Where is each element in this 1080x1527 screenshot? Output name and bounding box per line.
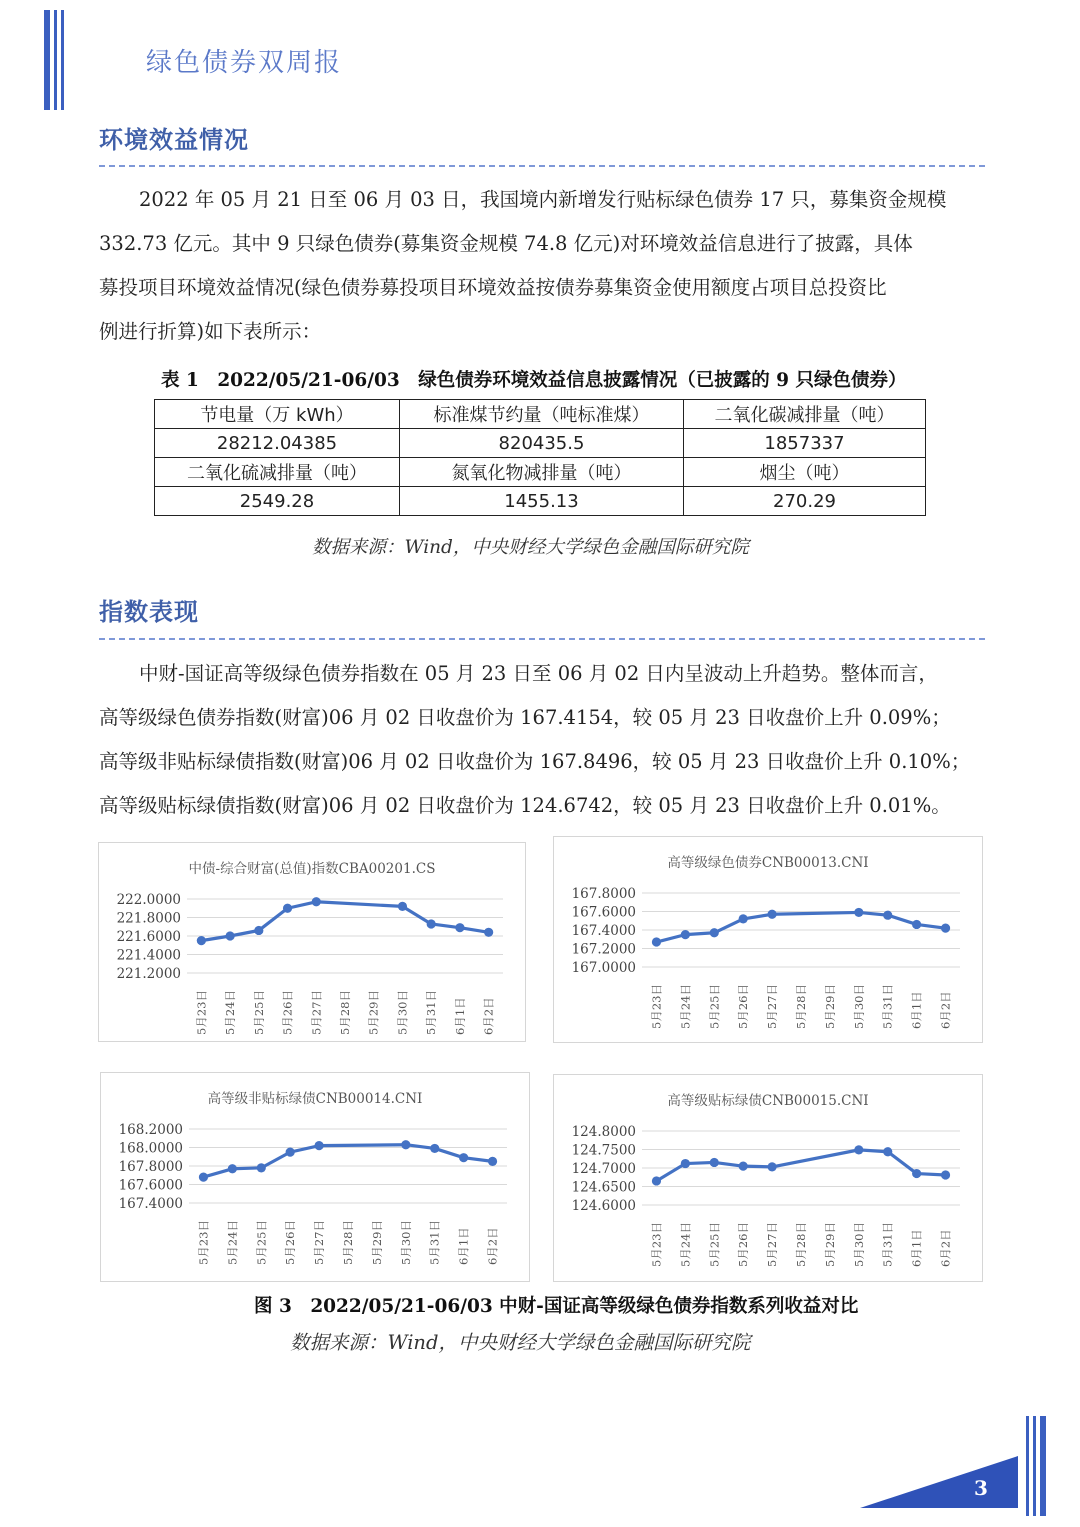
x-tick-label: 5月27日	[312, 1220, 327, 1265]
x-tick-label: 6月2日	[481, 997, 496, 1035]
x-tick-label: 5月30日	[851, 984, 866, 1029]
table-header-cell: 二氧化硫减排量（吨）	[155, 458, 400, 487]
table-row	[155, 487, 926, 516]
data-point	[484, 928, 493, 937]
data-point	[739, 914, 748, 923]
section-divider	[99, 165, 985, 167]
x-tick-label: 5月25日	[707, 1222, 722, 1267]
x-tick-label: 5月24日	[678, 1222, 693, 1267]
table-row	[155, 400, 926, 429]
x-tick-label: 5月23日	[196, 1220, 211, 1265]
x-tick-label: 5月27日	[765, 1222, 780, 1267]
x-tick-label: 5月31日	[880, 984, 895, 1029]
paragraph-line: 募投项目环境效益情况(绿色债券募投项目环境效益按债券募集资金使用额度占项目总投资比	[99, 276, 887, 299]
paragraph-line: 2022 年 05 月 21 日至 06 月 03 日，我国境内新增发行贴标绿色债券 17 只，募集资金规模	[139, 188, 947, 211]
table-row	[155, 429, 926, 458]
paragraph-line: 中财-国证高等级绿色债券指数在 05 月 23 日至 06 月 02 日内呈波动上升趋势。整体而言，	[139, 662, 938, 685]
paragraph-line: 高等级绿色债券指数(财富)06 月 02 日收盘价为 167.4154，较 05 月 23 日收盘价上升 0.09%；	[99, 706, 951, 729]
data-point	[941, 924, 950, 933]
section-title-index: 指数表现	[99, 597, 199, 626]
y-tick-label: 221.8000	[116, 910, 181, 927]
table-header-cell: 节电量（万 kWh）	[155, 400, 400, 429]
data-point	[430, 1144, 439, 1153]
paragraph-line: 例进行折算)如下表所示：	[99, 320, 322, 343]
data-point	[225, 931, 234, 940]
table-header-cell: 烟尘（吨）	[684, 458, 926, 487]
data-point	[883, 1147, 892, 1156]
table-cell: 270.29	[684, 487, 926, 516]
data-point	[286, 1148, 295, 1157]
page-number: 3	[974, 1476, 988, 1500]
y-tick-label: 124.7500	[571, 1142, 636, 1159]
environment-paragraph	[99, 178, 985, 354]
figure-caption: 图 3 2022/05/21-06/03 中财-国证高等级绿色债券指数系列收益对比	[254, 1296, 859, 1317]
y-tick-label: 167.4000	[571, 923, 636, 939]
chart-title: 高等级贴标绿债CNB00015.CNI	[667, 1093, 869, 1109]
x-tick-label: 5月24日	[225, 1220, 240, 1265]
y-tick-label: 168.2000	[118, 1122, 183, 1138]
data-point	[767, 1162, 776, 1171]
x-tick-label: 5月26日	[283, 1220, 298, 1265]
table-cell: 1455.13	[400, 487, 684, 516]
x-tick-label: 6月1日	[456, 1227, 471, 1265]
data-point	[681, 1159, 690, 1168]
x-tick-label: 5月29日	[822, 1222, 837, 1267]
chart-cnb00013	[553, 836, 983, 1043]
y-tick-label: 167.2000	[571, 941, 636, 958]
y-tick-label: 167.8000	[571, 886, 636, 902]
data-point	[652, 1176, 661, 1185]
x-tick-label: 5月31日	[880, 1222, 895, 1267]
paragraph-line: 高等级非贴标绿债指数(财富)06 月 02 日收盘价为 167.8496，较 05 月 23 日收盘价上升 0.10%；	[99, 750, 971, 773]
data-point	[455, 923, 464, 932]
table-source-note: 数据来源：Wind，中央财经大学绿色金融国际研究院	[312, 537, 749, 558]
x-tick-label: 5月23日	[649, 984, 664, 1029]
data-point	[398, 902, 407, 911]
data-point	[427, 919, 436, 928]
x-tick-label: 6月2日	[938, 991, 953, 1029]
table-cell: 1857337	[684, 429, 926, 458]
y-tick-label: 124.6000	[571, 1198, 636, 1214]
x-tick-label: 5月31日	[424, 990, 439, 1035]
table-header-cell: 标准煤节约量（吨标准煤）	[400, 400, 684, 429]
y-tick-label: 221.6000	[116, 929, 181, 945]
data-point	[459, 1153, 468, 1162]
y-tick-label: 167.0000	[571, 960, 636, 976]
data-point	[912, 1169, 921, 1178]
x-tick-label: 5月25日	[254, 1220, 269, 1265]
y-tick-label: 221.4000	[116, 947, 181, 964]
data-point	[488, 1157, 497, 1166]
data-point	[283, 904, 292, 913]
x-tick-label: 6月1日	[452, 997, 467, 1035]
chart-title: 高等级绿色债券CNB00013.CNI	[667, 855, 869, 871]
x-tick-label: 5月25日	[707, 984, 722, 1029]
x-tick-label: 5月26日	[280, 990, 295, 1035]
data-point	[652, 937, 661, 946]
x-tick-label: 5月28日	[794, 1222, 808, 1267]
x-tick-label: 5月24日	[678, 984, 693, 1029]
x-tick-label: 5月23日	[649, 1222, 664, 1267]
series-line	[203, 1145, 492, 1177]
line-chart	[554, 837, 982, 1042]
data-point	[710, 928, 719, 937]
data-point	[254, 926, 263, 935]
x-tick-label: 5月28日	[794, 984, 808, 1029]
x-tick-label: 5月30日	[395, 990, 410, 1035]
table-cell: 28212.04385	[155, 429, 400, 458]
table-caption: 表 1 2022/05/21-06/03 绿色债券环境效益信息披露情况（已披露的 9 只绿色债券）	[161, 370, 907, 391]
x-tick-label: 5月27日	[309, 990, 324, 1035]
data-point	[312, 897, 321, 906]
chart-cnb00014	[100, 1072, 530, 1282]
data-point	[912, 920, 921, 929]
x-tick-label: 5月30日	[851, 1222, 866, 1267]
x-tick-label: 5月30日	[398, 1220, 413, 1265]
x-tick-label: 6月2日	[485, 1227, 500, 1265]
data-point	[767, 910, 776, 919]
y-tick-label: 124.6500	[571, 1179, 636, 1196]
data-point	[257, 1163, 266, 1172]
y-tick-label: 168.0000	[118, 1140, 183, 1157]
chart-title: 中债-综合财富(总值)指数CBA00201.CS	[188, 861, 436, 877]
section-divider	[99, 638, 985, 640]
data-point	[401, 1140, 410, 1149]
chart-cba00201	[98, 842, 526, 1042]
y-tick-label: 167.8000	[118, 1159, 183, 1175]
header-decoration-bars	[44, 10, 64, 110]
x-tick-label: 5月26日	[736, 1222, 751, 1267]
data-point	[228, 1164, 237, 1173]
series-line	[656, 1150, 945, 1181]
data-point	[710, 1158, 719, 1167]
y-tick-label: 167.6000	[571, 904, 636, 921]
data-point	[197, 936, 206, 945]
chart-title: 高等级非贴标绿债CNB00014.CNI	[207, 1091, 423, 1107]
x-tick-label: 5月28日	[341, 1220, 355, 1265]
table-header-cell: 二氧化碳减排量（吨）	[684, 400, 926, 429]
y-tick-label: 167.4000	[118, 1196, 183, 1212]
x-tick-label: 5月23日	[194, 990, 209, 1035]
data-point	[941, 1170, 950, 1179]
environment-benefit-table	[154, 399, 926, 516]
data-point	[681, 930, 690, 939]
x-tick-label: 5月29日	[369, 1220, 384, 1265]
y-tick-label: 221.2000	[116, 966, 181, 982]
data-point	[854, 908, 863, 917]
table-cell: 820435.5	[400, 429, 684, 458]
series-line	[656, 912, 945, 942]
paragraph-line: 332.73 亿元。其中 9 只绿色债券(募集资金规模 74.8 亿元)对环境效益信息进行了披露，具体	[99, 232, 913, 255]
chart-cnb00015	[553, 1074, 983, 1282]
index-paragraph	[99, 652, 985, 828]
paragraph-line: 高等级贴标绿债指数(财富)06 月 02 日收盘价为 124.6742，较 05 月 23 日收盘价上升 0.01%。	[99, 794, 951, 817]
header-title: 绿色债券双周报	[146, 48, 343, 78]
footer-decoration-bars	[1026, 1416, 1046, 1516]
x-tick-label: 5月25日	[251, 990, 266, 1035]
x-tick-label: 5月29日	[822, 984, 837, 1029]
line-chart	[554, 1075, 982, 1281]
figure-source-note: 数据来源：Wind，中央财经大学绿色金融国际研究院	[290, 1331, 751, 1354]
x-tick-label: 5月26日	[736, 984, 751, 1029]
data-point	[314, 1141, 323, 1150]
x-tick-label: 6月1日	[909, 991, 924, 1029]
table-cell: 2549.28	[155, 487, 400, 516]
line-chart	[99, 843, 525, 1041]
data-point	[854, 1145, 863, 1154]
x-tick-label: 5月28日	[338, 990, 352, 1035]
series-line	[201, 902, 488, 941]
line-chart	[101, 1073, 529, 1281]
data-point	[883, 911, 892, 920]
y-tick-label: 124.7000	[571, 1161, 636, 1177]
data-point	[199, 1173, 208, 1182]
section-title-environment: 环境效益情况	[99, 125, 249, 154]
table-header-cell: 氮氧化物减排量（吨）	[400, 458, 684, 487]
x-tick-label: 5月29日	[366, 990, 381, 1035]
footer-triangle	[858, 1452, 1022, 1510]
y-tick-label: 222.0000	[116, 892, 181, 908]
y-tick-label: 124.8000	[571, 1124, 636, 1140]
x-tick-label: 6月2日	[938, 1229, 953, 1267]
data-point	[739, 1162, 748, 1171]
x-tick-label: 5月27日	[765, 984, 780, 1029]
x-tick-label: 6月1日	[909, 1229, 924, 1267]
y-tick-label: 167.6000	[118, 1177, 183, 1194]
table-row	[155, 458, 926, 487]
x-tick-label: 5月24日	[223, 990, 238, 1035]
x-tick-label: 5月31日	[427, 1220, 442, 1265]
